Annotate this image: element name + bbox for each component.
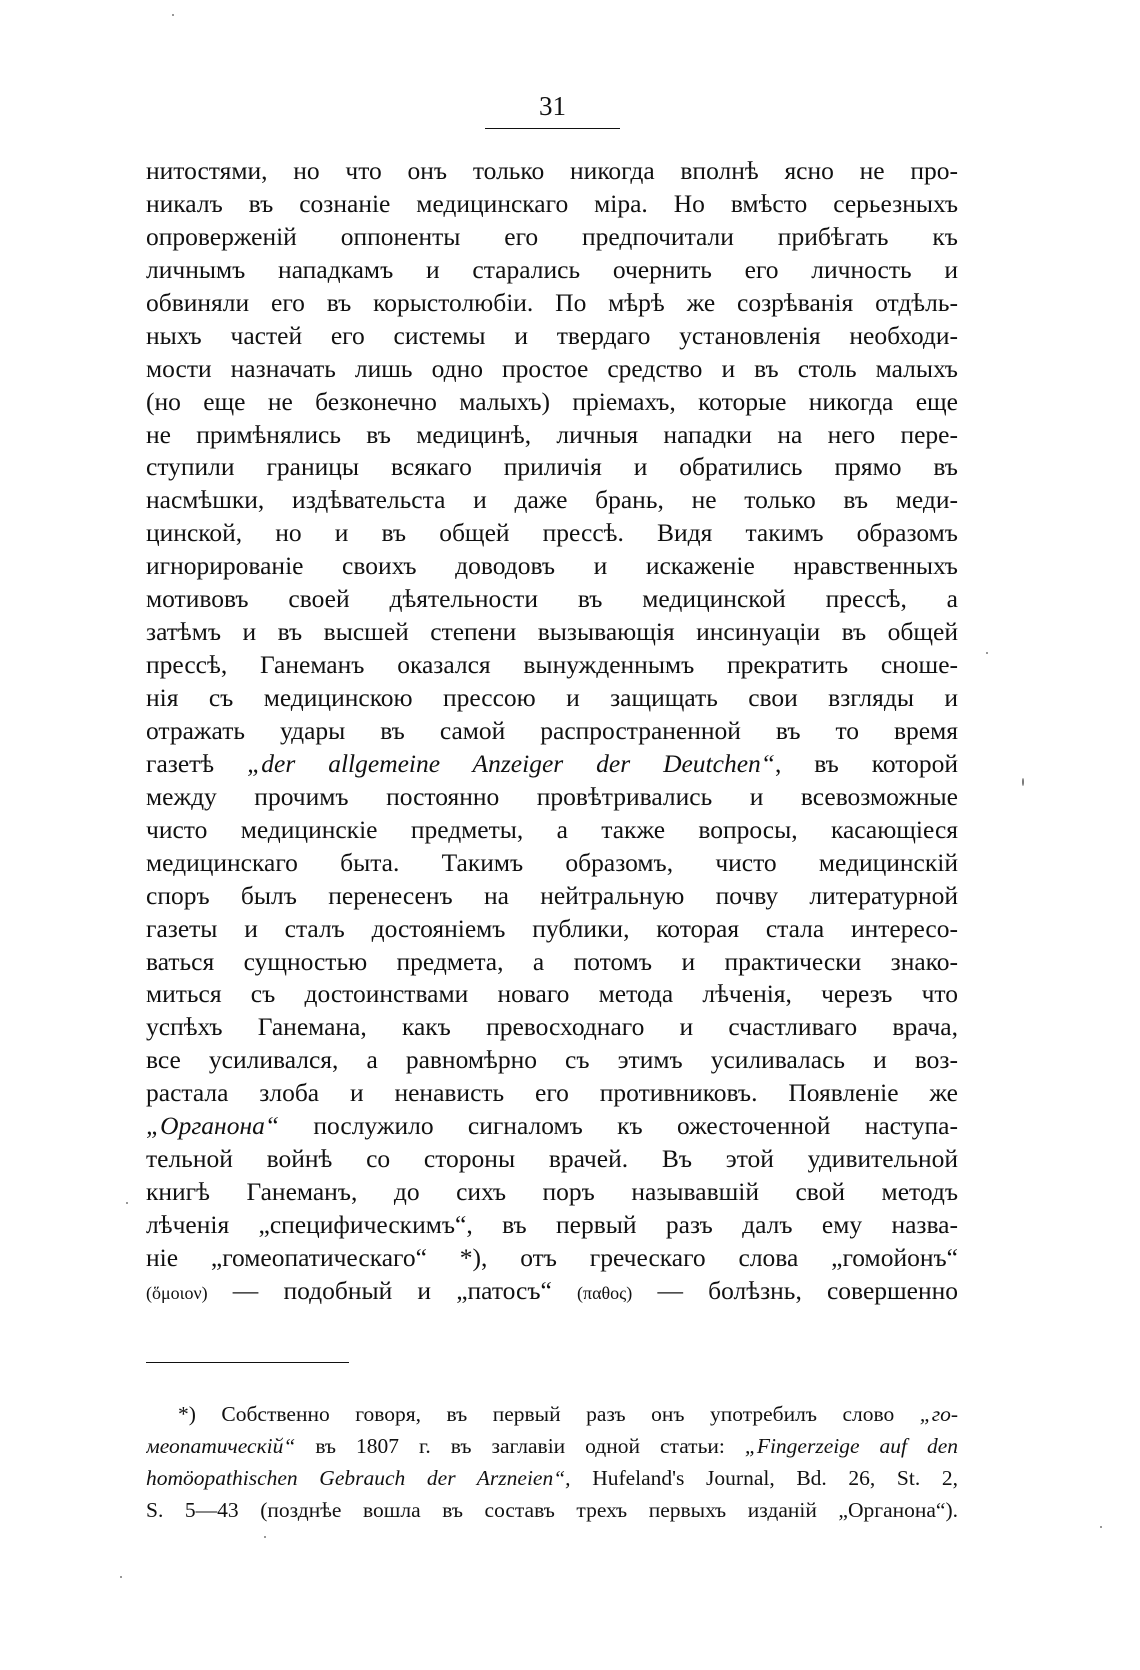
text-line: тельной войнѣ со стороны врачей. Въ этой удивительной bbox=[146, 1144, 958, 1174]
text-line: (но еще не безконечно малыхъ) пріемахъ, которые никогда еще bbox=[146, 386, 958, 416]
text-line: миться съ достоинствами новаго метода лѣченія, черезъ что bbox=[146, 979, 958, 1009]
text-line: ныхъ частей его системы и твердаго установленія необходи- bbox=[146, 320, 958, 350]
text-line: отражать удары въ самой распространенной въ то время bbox=[146, 715, 958, 745]
text-segment: — подобный и „патосъ“ bbox=[232, 1275, 552, 1305]
text-line: не примѣнялись въ медицинѣ, личныя нападки на него пере- bbox=[146, 419, 958, 449]
text-segment: послужило сигналомъ къ ожесточенной наступа- bbox=[313, 1111, 958, 1141]
text-segment: Hufeland's Journal, Bd. 26, St. 2, bbox=[592, 1466, 958, 1490]
text-line: успѣхъ Ганемана, какъ превосходнаго и счастливаго врача, bbox=[146, 1012, 958, 1042]
footnote bbox=[146, 1398, 958, 1526]
text-line: споръ былъ перенесенъ на нейтральную почву литературной bbox=[146, 880, 958, 910]
text-line: книгѣ Ганеманъ, до сихъ поръ называвшій свой методъ bbox=[146, 1177, 958, 1207]
text-line: ніе „гомеопатическаго“ *), отъ греческаго слова „гомойонъ“ bbox=[146, 1242, 958, 1272]
scan-speck bbox=[120, 1576, 122, 1578]
text-line: растала злоба и ненависть его противниковъ. Появленіе же bbox=[146, 1078, 958, 1108]
footnote-line bbox=[146, 1430, 958, 1462]
body-text bbox=[146, 155, 958, 1308]
greek-word: (ὅμοιον) bbox=[146, 1282, 208, 1303]
article-title: homöopathischen Gebrauch der Arzneien“, bbox=[146, 1466, 571, 1490]
text-line: чисто медицинскіе предметы, а также вопросы, касающіеся bbox=[146, 814, 958, 844]
text-line: мотивовъ своей дѣятельности въ медицинской прессѣ, а bbox=[146, 584, 958, 614]
text-line: газеты и сталъ достояніемъ публики, которая стала интересо- bbox=[146, 913, 958, 943]
text-line: никалъ въ сознаніе медицинскаго міра. Но вмѣсто серьезныхъ bbox=[146, 188, 958, 218]
text-line: нія съ медицинскою прессою и защищать свои взгляды и bbox=[146, 683, 958, 712]
greek-word: (παθος) bbox=[577, 1282, 633, 1303]
text-segment: „го- bbox=[919, 1402, 958, 1426]
text-line-greek bbox=[146, 1275, 958, 1308]
newspaper-title: „der allgemeine Anzeiger der Deutchen“ bbox=[247, 748, 775, 778]
text-segment: меопатическій“ bbox=[146, 1434, 296, 1458]
text-line-newspaper bbox=[146, 748, 958, 781]
text-line: личнымъ нападкамъ и старались очернить его личность и bbox=[146, 254, 958, 284]
book-title: „Органона“ bbox=[146, 1111, 280, 1141]
text-line: лѣченія „специфическимъ“, въ первый разъ далъ ему назва- bbox=[146, 1210, 958, 1239]
text-segment: , въ которой bbox=[774, 748, 958, 778]
footnote-line: S. 5—43 (позднѣе вошла въ составъ трехъ первыхъ изданій „Органона“). bbox=[146, 1498, 958, 1522]
text-line: ваться сущностью предмета, а потомъ и практически знако- bbox=[146, 946, 958, 976]
text-line: игнорированіе своихъ доводовъ и искаженіе нравственныхъ bbox=[146, 551, 958, 581]
text-line: опроверженій оппоненты его предпочитали прибѣгать къ bbox=[146, 221, 958, 251]
scan-speck bbox=[172, 14, 174, 16]
scan-speck bbox=[264, 1536, 266, 1538]
text-line: насмѣшки, издѣвательста и даже брань, не только въ меди- bbox=[146, 485, 958, 515]
article-title: „Fingerzeige auf den bbox=[744, 1434, 958, 1458]
text-line: ступили границы всякаго приличія и обратились прямо въ bbox=[146, 452, 958, 482]
text-line: между прочимъ постоянно провѣтривались и всевозможные bbox=[146, 781, 958, 811]
text-line-organon bbox=[146, 1110, 958, 1143]
text-segment: газетѣ bbox=[146, 748, 215, 778]
page-number: 31 bbox=[539, 91, 566, 121]
text-line: мости назначать лишь одно простое средство и въ столь малыхъ bbox=[146, 353, 958, 383]
scan-speck bbox=[1100, 1526, 1102, 1528]
text-line: медицинскаго быта. Такимъ образомъ, чисто медицинскій bbox=[146, 847, 958, 877]
text-segment: въ 1807 г. въ заглавіи одной статьи: bbox=[315, 1434, 725, 1458]
footnote-line bbox=[146, 1462, 958, 1494]
footnote-line bbox=[146, 1398, 958, 1430]
text-segment: — болѣзнь, совершенно bbox=[657, 1275, 958, 1305]
footnote-rule bbox=[146, 1362, 349, 1363]
text-segment: *) Собственно говоря, въ первый разъ онъ употребилъ слово bbox=[178, 1402, 895, 1426]
scan-speck bbox=[1022, 778, 1024, 786]
text-line: цинской, но и въ общей прессѣ. Видя такимъ образомъ bbox=[146, 518, 958, 548]
page-number-rule bbox=[485, 128, 620, 129]
scan-speck bbox=[126, 1202, 128, 1204]
text-line: прессѣ, Ганеманъ оказался вынужденнымъ прекратить сноше- bbox=[146, 650, 958, 680]
text-line: нитостями, но что онъ только никогда вполнѣ ясно не про- bbox=[146, 156, 958, 185]
scan-speck bbox=[986, 652, 988, 654]
text-line: все усиливался, а равномѣрно съ этимъ усиливалась и воз- bbox=[146, 1045, 958, 1075]
text-line: затѣмъ и въ высшей степени вызывающія инсинуаціи въ общей bbox=[146, 617, 958, 647]
text-line: обвиняли его въ корыстолюбіи. По мѣрѣ же созрѣванія отдѣль- bbox=[146, 287, 958, 317]
